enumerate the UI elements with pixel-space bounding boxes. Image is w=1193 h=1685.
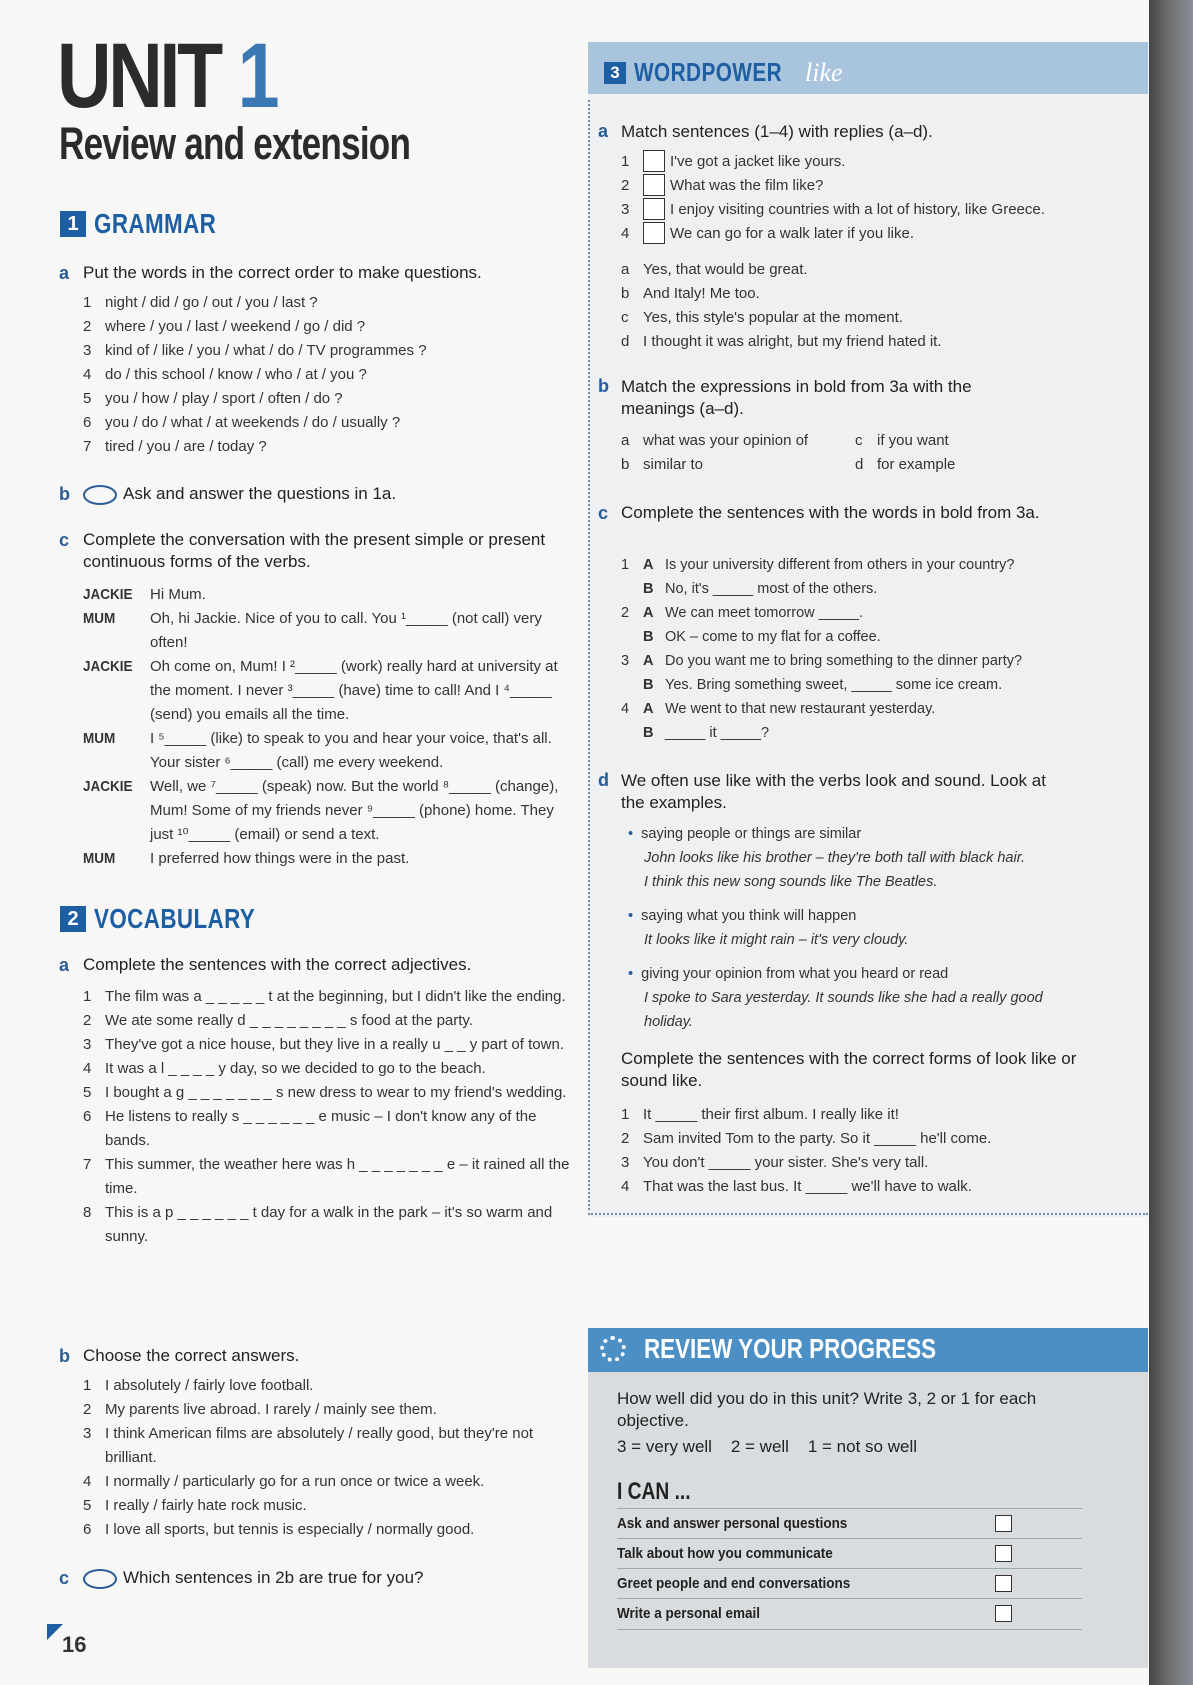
list-item: 7 This summer, the weather here was h _ _ _ _ _ _ _ e – it rained all the time.	[83, 1156, 570, 1197]
vocab-b-instruction: Choose the correct answers.	[83, 1346, 300, 1365]
review-title: REVIEW YOUR PROGRESS	[644, 1333, 937, 1364]
grammar-b-letter: b	[59, 484, 70, 504]
list-item: 5 you / how / play / sport / often / do ?	[83, 390, 343, 407]
wp-d-instruction: We often use like with the verbs look and sound. Look at the examples.	[621, 771, 1046, 812]
speech-bubble-icon	[83, 485, 117, 505]
page-number: 16	[62, 1632, 87, 1657]
list-item: 1 night / did / go / out / you / last ?	[83, 294, 318, 311]
review-intro: How well did you do in this unit? Write 3, 2 or 1 for each objective.	[617, 1389, 1037, 1430]
answer-box[interactable]	[643, 222, 665, 244]
objective-row: Talk about how you communicate	[617, 1538, 1082, 1569]
vocab-b-list	[83, 1374, 573, 1542]
wp-a-replies	[621, 258, 1141, 354]
page-edge-photo	[1149, 0, 1193, 1685]
objective-checkbox[interactable]	[995, 1515, 1012, 1532]
list-item: 4 That was the last bus. It _____ we'll have to walk.	[621, 1178, 972, 1195]
list-item: 4 We can go for a walk later if you like.	[621, 222, 1141, 246]
i-can-heading: I CAN ...	[617, 1478, 691, 1505]
wp-b-letter: b	[598, 376, 609, 396]
list-item: 3 You don't _____ your sister. She's very tall.	[621, 1154, 929, 1171]
list-item: 3 They've got a nice house, but they live in a really u _ _ y part of town.	[83, 1036, 564, 1053]
list-item: 6 you / do / what / at weekends / do / usually ?	[83, 414, 401, 431]
grammar-b-instruction: Ask and answer the questions in 1a.	[83, 483, 396, 505]
answer-box[interactable]	[643, 150, 665, 172]
vocab-a-list	[83, 985, 573, 1249]
list-item: 5 I bought a g _ _ _ _ _ _ _ s new dress to wear to my friend's wedding.	[83, 1084, 567, 1101]
list-item: 2 where / you / last / weekend / go / did ?	[83, 318, 366, 335]
objective-row: Ask and answer personal questions	[617, 1508, 1082, 1539]
wp-c-instruction: Complete the sentences with the words in bold from 3a.	[621, 503, 1040, 522]
grammar-a-instruction: Put the words in the correct order to make questions.	[83, 263, 482, 282]
list-item: • saying people or things are similar John looks like his brother – they're both tall with black hair. I think this new song sounds like The Beatles.	[628, 826, 1026, 890]
conversation	[83, 583, 573, 871]
list-item: 4 I normally / particularly go for a run once or twice a week.	[83, 1473, 485, 1490]
unit-subtitle: Review and extension	[59, 118, 411, 169]
list-item: b And Italy! Me too.	[621, 285, 760, 302]
conversation-line: JACKIE Oh come on, Mum! I ²_____ (work) really hard at university at the moment. I never ³_____ (have) time to call! And I ⁴_____ (send) you emails all the time.	[83, 658, 558, 723]
list-item: 2 Sam invited Tom to the party. So it _____ he'll come.	[621, 1130, 992, 1147]
list-item: 1 I absolutely / fairly love football.	[83, 1377, 314, 1394]
unit-title: UNIT 1	[57, 25, 277, 127]
wp-a-letter: a	[598, 121, 609, 141]
list-item: 1 It _____ their first album. I really like it!	[621, 1106, 899, 1123]
wp-d-list	[621, 1103, 1141, 1199]
conversation-line: MUM I ⁵_____ (like) to speak to you and hear your voice, that's all. Your sister ⁶_____ (call) me every weekend.	[83, 730, 552, 771]
list-item: 3 I think American films are absolutely / really good, but they're not brilliant.	[83, 1425, 534, 1466]
wp-b-meanings: a what was your opinion of c if you want b similar to d for example	[621, 432, 956, 473]
objective-row: Write a personal email	[617, 1598, 1082, 1630]
divider	[588, 100, 590, 1210]
wp-c-dialogues: 1 A Is your university different from others in your country? B No, it's _____ most of the others. 2 A We can meet tomorrow _____. B OK – come to my flat for a coffee. 3 A Do you want me to bring something to the dinner party? B Yes. Bring something sweet, _____ some ice cream. 4 A We went to that new restaurant yesterday. B _____ it _____?	[621, 557, 1023, 741]
list-item: 2 What was the film like?	[621, 174, 1141, 198]
list-item: 2 My parents live abroad. I rarely / mainly see them.	[83, 1401, 437, 1418]
wp-a-instruction: Match sentences (1–4) with replies (a–d).	[621, 122, 933, 141]
conversation-line: MUM Oh, hi Jackie. Nice of you to call. You ¹_____ (not call) very often!	[83, 610, 542, 651]
objective-checkbox[interactable]	[995, 1575, 1012, 1592]
wp-d-instruction2: Complete the sentences with the correct forms of look like or sound like.	[621, 1049, 1077, 1090]
vocab-a-instruction: Complete the sentences with the correct adjectives.	[83, 955, 472, 974]
list-item: 6 I love all sports, but tennis is especially / normally good.	[83, 1521, 475, 1538]
objective-checkbox[interactable]	[995, 1545, 1012, 1562]
list-item: c Yes, this style's popular at the moment.	[621, 309, 903, 326]
page-corner-mark-icon	[47, 1624, 63, 1640]
list-item: 4 do / this school / know / who / at / you ?	[83, 366, 367, 383]
vocab-b-letter: b	[59, 1346, 70, 1366]
wp-a-list	[621, 150, 1141, 246]
grammar-c-letter: c	[59, 530, 70, 550]
objective-checkbox[interactable]	[995, 1605, 1012, 1622]
list-item: 3 I enjoy visiting countries with a lot of history, like Greece.	[621, 198, 1141, 222]
list-item: 8 This is a p _ _ _ _ _ _ t day for a walk in the park – it's so warm and sunny.	[83, 1204, 553, 1245]
list-item: a Yes, that would be great.	[621, 261, 808, 278]
wp-d-bullets	[628, 822, 1148, 1034]
list-item: 6 He listens to really s _ _ _ _ _ _ e music – I don't know any of the bands.	[83, 1108, 537, 1149]
list-item: 3 kind of / like / you / what / do / TV programmes ?	[83, 342, 427, 359]
wordpower-header: 3 WORDPOWER like	[604, 57, 843, 88]
list-item: • saying what you think will happen It looks like it might rain – it's very cloudy.	[628, 908, 909, 948]
answer-box[interactable]	[643, 174, 665, 196]
divider	[588, 1213, 1148, 1215]
answer-box[interactable]	[643, 198, 665, 220]
conversation-line: MUM I preferred how things were in the past.	[83, 850, 410, 867]
vocabulary-header: 2 VOCABULARY	[60, 903, 296, 935]
grammar-header: 1 GRAMMAR	[60, 208, 247, 240]
list-item: 1 I've got a jacket like yours.	[621, 150, 1141, 174]
speech-bubble-icon	[83, 1569, 117, 1589]
list-item: d I thought it was alright, but my friend hated it.	[621, 333, 942, 350]
vocab-a-letter: a	[59, 955, 70, 975]
list-item: 5 I really / fairly hate rock music.	[83, 1497, 307, 1514]
list-item: 7 tired / you / are / today ?	[83, 438, 267, 455]
list-item: 4 It was a l _ _ _ _ y day, so we decided to go to the beach.	[83, 1060, 486, 1077]
grammar-a-letter: a	[59, 263, 70, 283]
wp-b-instruction: Match the expressions in bold from 3a with the meanings (a–d).	[621, 377, 972, 418]
list-item: • giving your opinion from what you heard or read I spoke to Sara yesterday. It sounds like she had a really good holiday.	[628, 966, 1043, 1030]
conversation-line: JACKIE Well, we ⁷_____ (speak) now. But the world ⁸_____ (change), Mum! Some of my friends never ⁹_____ (phone) home. They just ¹⁰_____ (email) or send a text.	[83, 778, 559, 843]
review-scale: 3 = very well 2 = well 1 = not so well	[617, 1437, 917, 1456]
vocab-c-letter: c	[59, 1568, 70, 1588]
grammar-c-instruction: Complete the conversation with the present simple or present continuous forms of the verbs.	[83, 530, 546, 571]
wp-d-letter: d	[598, 770, 609, 790]
wp-c-letter: c	[598, 503, 609, 523]
progress-cycle-icon	[600, 1336, 626, 1362]
objective-row: Greet people and end conversations	[617, 1568, 1082, 1599]
conversation-line: JACKIE Hi Mum.	[83, 586, 206, 603]
grammar-a-list	[83, 291, 427, 459]
list-item: 2 We ate some really d _ _ _ _ _ _ _ _ s food at the party.	[83, 1012, 473, 1029]
list-item: 1 The film was a _ _ _ _ _ t at the beginning, but I didn't like the ending.	[83, 988, 566, 1005]
vocab-c-instruction: Which sentences in 2b are true for you?	[83, 1567, 424, 1589]
